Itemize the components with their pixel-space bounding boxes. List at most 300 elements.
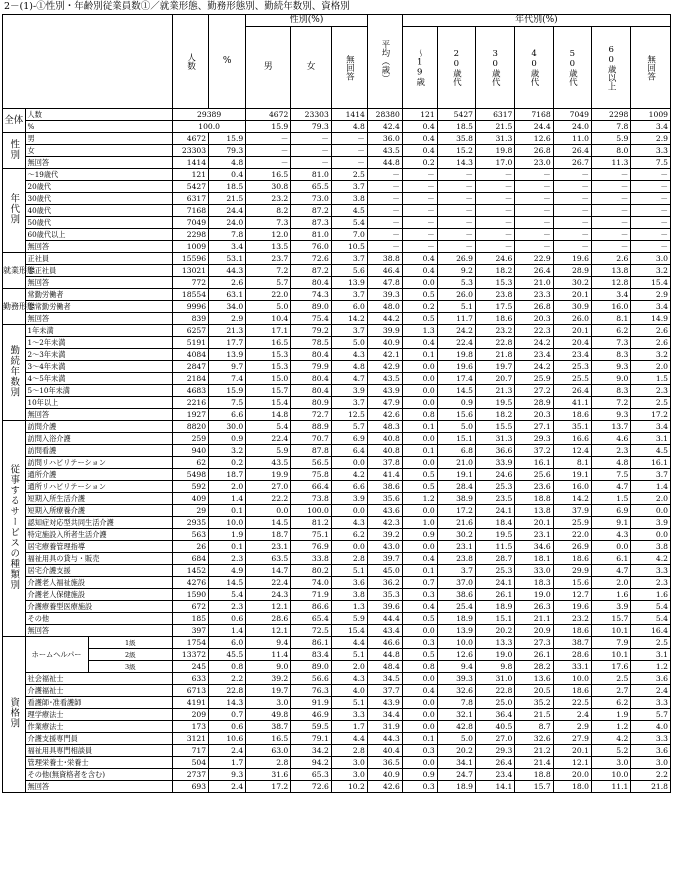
value-cell: 15.1	[437, 433, 475, 445]
value-cell: 76.0	[291, 241, 332, 253]
value-cell: 0.0	[402, 433, 437, 445]
value-cell: 17.2	[437, 505, 475, 517]
value-cell: 76.3	[291, 685, 332, 697]
value-cell: 16.5	[246, 169, 291, 181]
value-cell: 1.5	[591, 493, 630, 505]
value-cell: 3.9	[591, 601, 630, 613]
value-cell: 26.4	[553, 385, 591, 397]
value-cell: 3.1	[631, 649, 671, 661]
row-label: 看護師･准看護師	[25, 697, 173, 709]
value-cell: 45.0	[367, 565, 402, 577]
header-age-19: ～19歳	[402, 27, 437, 109]
value-cell: 18.6	[553, 553, 591, 565]
value-cell: 0.6	[209, 721, 246, 733]
value-cell: －	[631, 169, 671, 181]
value-cell: 18.6	[475, 313, 514, 325]
value-cell: 17.2	[631, 409, 671, 421]
value-cell: 5.9	[246, 445, 291, 457]
value-cell: 3.2	[631, 265, 671, 277]
value-cell: 18.5	[437, 121, 475, 133]
value-cell: 40.8	[367, 445, 402, 457]
value-cell: －	[402, 241, 437, 253]
value-cell: 22.4	[246, 577, 291, 589]
value-cell: 81.2	[291, 517, 332, 529]
value-cell: 563	[173, 529, 209, 541]
value-cell: 5.1	[437, 301, 475, 313]
value-cell: 87.8	[291, 445, 332, 457]
value-cell: 2.4	[631, 685, 671, 697]
row-label: 非正社員	[25, 265, 173, 277]
value-cell: 2.8	[246, 757, 291, 769]
value-cell: 5.4	[209, 589, 246, 601]
value-cell: 24.0	[553, 121, 591, 133]
value-cell: 53.1	[209, 253, 246, 265]
table-row	[3, 757, 671, 769]
value-cell: 209	[173, 709, 209, 721]
row-label: 非常勤労働者	[25, 301, 173, 313]
value-cell: 13.8	[591, 265, 630, 277]
value-cell: 5.6	[331, 265, 367, 277]
value-cell: 25.3	[475, 481, 514, 493]
value-cell: 34.5	[367, 673, 402, 685]
value-cell: 22.8	[475, 685, 514, 697]
value-cell: 22.3	[515, 325, 553, 337]
value-cell: 6257	[173, 325, 209, 337]
value-cell: 11.5	[475, 541, 514, 553]
value-cell: 1452	[173, 565, 209, 577]
value-cell: 8.0	[591, 145, 630, 157]
value-cell: 20.1	[553, 289, 591, 301]
header-age-60plus: 60歳以上	[591, 27, 630, 109]
value-cell: 23.8	[475, 289, 514, 301]
value-cell: 21.1	[515, 613, 553, 625]
value-cell: 4.9	[209, 565, 246, 577]
value-cell: －	[515, 205, 553, 217]
value-cell: －	[367, 241, 402, 253]
value-cell: 5191	[173, 337, 209, 349]
value-cell: －	[402, 169, 437, 181]
table-row	[3, 241, 671, 253]
value-cell: 2.0	[631, 493, 671, 505]
value-cell: 56.5	[291, 457, 332, 469]
value-cell: 15.3	[475, 277, 514, 289]
value-cell: 3.8	[331, 193, 367, 205]
value-cell: 21.8	[631, 781, 671, 793]
value-cell: 6.2	[331, 529, 367, 541]
value-cell: 2.0	[209, 481, 246, 493]
value-cell: 39.3	[437, 673, 475, 685]
value-cell: 0.5	[402, 313, 437, 325]
value-cell: 32.6	[437, 685, 475, 697]
value-cell: 70.7	[291, 433, 332, 445]
row-label: 短期入所療養介護	[25, 505, 173, 517]
value-cell: 21.3	[209, 325, 246, 337]
value-cell: 20.7	[475, 373, 514, 385]
value-cell: 21.5	[475, 121, 514, 133]
value-cell: 15.5	[475, 421, 514, 433]
value-cell: 0.8	[209, 661, 246, 673]
value-cell: 27.1	[515, 421, 553, 433]
value-cell: 4.5	[631, 445, 671, 457]
value-cell: 24.4	[515, 121, 553, 133]
value-cell: 4.3	[331, 349, 367, 361]
value-cell: 15.9	[209, 385, 246, 397]
value-cell: 9.3	[591, 361, 630, 373]
value-cell: 15.9	[246, 121, 291, 133]
value-cell: 3.3	[631, 733, 671, 745]
value-cell: －	[367, 169, 402, 181]
value-cell: 37.2	[515, 445, 553, 457]
table-row	[3, 649, 671, 661]
value-cell: 0.2	[402, 157, 437, 169]
value-cell: 15.7	[591, 613, 630, 625]
value-cell: 15596	[173, 253, 209, 265]
row-label: 福祉用具の貸与・販売	[25, 553, 173, 565]
value-cell: 940	[173, 445, 209, 457]
value-cell: 28.6	[246, 613, 291, 625]
value-cell: 17.7	[209, 337, 246, 349]
value-cell: 4.4	[331, 637, 367, 649]
table-body	[3, 109, 671, 793]
value-cell: 42.6	[367, 781, 402, 793]
value-cell: 18.5	[209, 181, 246, 193]
value-cell: 19.1	[437, 469, 475, 481]
value-cell: 3.6	[631, 673, 671, 685]
value-cell: 121	[173, 169, 209, 181]
value-cell: －	[475, 169, 514, 181]
value-cell: 24.2	[515, 337, 553, 349]
value-cell: 94.2	[291, 757, 332, 769]
value-cell: 29.9	[553, 565, 591, 577]
row-label: 40歳代	[25, 205, 173, 217]
value-cell: 0.7	[402, 577, 437, 589]
value-cell: 42.8	[437, 721, 475, 733]
value-cell: 2.8	[331, 745, 367, 757]
value-cell: 2.0	[331, 661, 367, 673]
value-cell: 2.4	[209, 745, 246, 757]
value-cell: 1.9	[209, 529, 246, 541]
group-label: 年代別	[8, 193, 20, 225]
value-cell: 5.1	[331, 565, 367, 577]
value-cell: 29.3	[475, 745, 514, 757]
value-cell: 44.4	[367, 613, 402, 625]
value-cell: 17.4	[437, 373, 475, 385]
value-cell: 43.5	[246, 457, 291, 469]
value-cell: 9.3	[591, 409, 630, 421]
value-cell: 0.0	[331, 505, 367, 517]
value-cell: 0.0	[402, 541, 437, 553]
value-cell: 0.4	[402, 337, 437, 349]
value-cell: 11.0	[553, 133, 591, 145]
value-cell: 0.7	[209, 709, 246, 721]
value-cell: 24.6	[475, 469, 514, 481]
value-cell: －	[367, 217, 402, 229]
value-cell: 5.0	[331, 337, 367, 349]
value-cell: 18.7	[246, 529, 291, 541]
value-cell: 5.4	[246, 421, 291, 433]
group-label-cell	[3, 421, 26, 637]
value-cell: 30.8	[246, 181, 291, 193]
value-cell: 79.3	[291, 121, 332, 133]
row-label: その他(無資格者を含む)	[25, 769, 173, 781]
value-cell: －	[515, 169, 553, 181]
value-cell: 3.7	[437, 565, 475, 577]
value-cell: 3.3	[631, 145, 671, 157]
row-label: 2～3年未満	[25, 349, 173, 361]
value-cell: 23303	[291, 109, 332, 121]
value-cell: 74.0	[291, 577, 332, 589]
helper-label: ホームヘルパー	[25, 637, 88, 673]
table-row	[3, 469, 671, 481]
value-cell: 11.7	[437, 313, 475, 325]
value-cell: 44.8	[367, 649, 402, 661]
value-cell: 0.9	[437, 397, 475, 409]
table-row	[3, 169, 671, 181]
value-cell: 5.3	[437, 277, 475, 289]
value-cell: 15.3	[246, 349, 291, 361]
value-cell: 3.8	[631, 541, 671, 553]
value-cell: 100.0	[173, 121, 246, 133]
value-cell: 26.0	[437, 289, 475, 301]
value-cell: 31.0	[475, 673, 514, 685]
value-cell: 20.3	[515, 313, 553, 325]
value-cell: 17.1	[246, 325, 291, 337]
value-cell: 38.6	[367, 481, 402, 493]
table-row	[3, 373, 671, 385]
value-cell: 19.5	[475, 529, 514, 541]
value-cell: 19.5	[475, 397, 514, 409]
value-cell: 5498	[173, 469, 209, 481]
value-cell: 23.7	[246, 253, 291, 265]
value-cell: 3.9	[631, 517, 671, 529]
value-cell: 15.4	[246, 397, 291, 409]
value-cell: 23.1	[437, 541, 475, 553]
value-cell: 5.1	[331, 649, 367, 661]
value-cell: 4.8	[209, 157, 246, 169]
value-cell: 9.0	[246, 661, 291, 673]
value-cell: －	[515, 217, 553, 229]
value-cell: 12.0	[246, 229, 291, 241]
table-row	[3, 289, 671, 301]
value-cell: 633	[173, 673, 209, 685]
table-row	[3, 565, 671, 577]
header-female: 女	[291, 27, 332, 109]
value-cell: 19.6	[437, 361, 475, 373]
value-cell: 0.0	[331, 457, 367, 469]
value-cell: －	[591, 193, 630, 205]
value-cell: 31.3	[475, 433, 514, 445]
value-cell: 7168	[515, 109, 553, 121]
value-cell: 59.5	[291, 721, 332, 733]
value-cell: 80.2	[291, 565, 332, 577]
header-sex-group: 性別(%)	[246, 15, 368, 27]
table-row	[3, 265, 671, 277]
value-cell: 4.7	[591, 565, 630, 577]
value-cell: 1.3	[402, 325, 437, 337]
value-cell: 73.0	[291, 193, 332, 205]
value-cell: 35.3	[367, 589, 402, 601]
value-cell: 26.9	[437, 253, 475, 265]
value-cell: －	[291, 157, 332, 169]
value-cell: 2.3	[631, 385, 671, 397]
value-cell: 684	[173, 553, 209, 565]
row-label: 通所介護	[25, 469, 173, 481]
value-cell: 73.8	[291, 493, 332, 505]
value-cell: 81.0	[291, 169, 332, 181]
table-row	[3, 205, 671, 217]
value-cell: 19.8	[475, 145, 514, 157]
value-cell: 3.2	[631, 349, 671, 361]
value-cell: 8820	[173, 421, 209, 433]
value-cell: 27.2	[515, 385, 553, 397]
value-cell: 3121	[173, 733, 209, 745]
value-cell: 0.0	[402, 361, 437, 373]
value-cell: 78.5	[291, 337, 332, 349]
row-label: 10年以上	[25, 397, 173, 409]
value-cell: 4.2	[631, 553, 671, 565]
value-cell: 5.7	[246, 277, 291, 289]
value-cell: －	[402, 217, 437, 229]
value-cell: －	[515, 181, 553, 193]
value-cell: 20.1	[515, 517, 553, 529]
value-cell: 36.0	[367, 133, 402, 145]
value-cell: 14.8	[246, 409, 291, 421]
table-row	[3, 541, 671, 553]
header-count: 人数	[173, 15, 209, 109]
value-cell: 13.8	[515, 505, 553, 517]
value-cell: 2.3	[631, 577, 671, 589]
value-cell: 25.6	[515, 469, 553, 481]
row-label: 訪問看護	[25, 445, 173, 457]
value-cell: 23.2	[553, 613, 591, 625]
value-cell: 37.9	[553, 505, 591, 517]
value-cell: 34.2	[291, 745, 332, 757]
value-cell: 7.3	[246, 217, 291, 229]
value-cell: －	[553, 169, 591, 181]
value-cell: 22.0	[553, 529, 591, 541]
value-cell: 10.1	[591, 625, 630, 637]
value-cell: －	[631, 229, 671, 241]
value-cell: 4.5	[331, 205, 367, 217]
value-cell: 10.4	[246, 313, 291, 325]
value-cell: 87.2	[291, 205, 332, 217]
value-cell: 16.4	[631, 625, 671, 637]
value-cell: 0.3	[402, 589, 437, 601]
value-cell: 20.1	[553, 325, 591, 337]
value-cell: 2.5	[591, 673, 630, 685]
value-cell: 14.5	[437, 385, 475, 397]
value-cell: 3.7	[331, 397, 367, 409]
table-row	[3, 601, 671, 613]
value-cell: 43.5	[367, 145, 402, 157]
value-cell: 0.9	[402, 529, 437, 541]
value-cell: 43.5	[367, 373, 402, 385]
value-cell: 18.2	[475, 265, 514, 277]
value-cell: 4672	[246, 109, 291, 121]
table-row	[3, 637, 671, 649]
value-cell: 7.2	[591, 397, 630, 409]
row-label: 理学療法士	[25, 709, 173, 721]
row-label: 介護老人保健施設	[25, 589, 173, 601]
table-row	[3, 193, 671, 205]
value-cell: 20.9	[515, 625, 553, 637]
value-cell: 1.7	[209, 757, 246, 769]
row-label: 女	[25, 145, 173, 157]
value-cell: 46.9	[291, 709, 332, 721]
group-label: 従事するサービスの種類別	[8, 464, 20, 590]
value-cell: 86.1	[291, 637, 332, 649]
value-cell: 0.4	[402, 553, 437, 565]
value-cell: －	[402, 193, 437, 205]
value-cell: 22.0	[246, 289, 291, 301]
value-cell: 7.3	[591, 337, 630, 349]
value-cell: 20.1	[553, 745, 591, 757]
row-label: %	[25, 121, 173, 133]
value-cell: 0.2	[402, 301, 437, 313]
value-cell: 26.0	[553, 313, 591, 325]
value-cell: 100.0	[291, 505, 332, 517]
row-label: 常勤労働者	[25, 289, 173, 301]
value-cell: 25.9	[553, 517, 591, 529]
value-cell: 5427	[173, 181, 209, 193]
group-label-cell	[3, 133, 26, 169]
value-cell: 2737	[173, 769, 209, 781]
value-cell: －	[553, 181, 591, 193]
row-label: 介護支援専門員	[25, 733, 173, 745]
value-cell: 0.5	[402, 613, 437, 625]
value-cell: 21.4	[515, 757, 553, 769]
value-cell: －	[246, 133, 291, 145]
value-cell: 23.2	[246, 193, 291, 205]
row-label: 介護福祉士	[25, 685, 173, 697]
value-cell: －	[553, 241, 591, 253]
value-cell: 0.1	[402, 349, 437, 361]
value-cell: 34.1	[437, 757, 475, 769]
value-cell: 31.9	[367, 721, 402, 733]
value-cell: 30.0	[209, 421, 246, 433]
value-cell: 44.8	[367, 157, 402, 169]
value-cell: 13372	[173, 649, 209, 661]
value-cell: 80.4	[291, 373, 332, 385]
value-cell: 21.5	[515, 709, 553, 721]
value-cell: 14.1	[475, 781, 514, 793]
value-cell: 7.5	[631, 157, 671, 169]
value-cell: 173	[173, 721, 209, 733]
value-cell: 19.7	[475, 361, 514, 373]
value-cell: －	[367, 229, 402, 241]
value-cell: 2.9	[553, 721, 591, 733]
value-cell: 48.0	[367, 301, 402, 313]
row-label: 特定施設入所者生活介護	[25, 529, 173, 541]
header-age-no-answer: 無回答	[631, 27, 671, 109]
value-cell: 2.3	[209, 553, 246, 565]
value-cell: 1590	[173, 589, 209, 601]
value-cell: 25.4	[437, 601, 475, 613]
value-cell: 39.2	[367, 529, 402, 541]
value-cell: 79.3	[209, 145, 246, 157]
value-cell: 3.3	[631, 565, 671, 577]
value-cell: 23303	[173, 145, 209, 157]
value-cell: 1.2	[631, 661, 671, 673]
value-cell: 121	[402, 109, 437, 121]
table-row	[3, 493, 671, 505]
value-cell: 4683	[173, 385, 209, 397]
value-cell: 14.2	[553, 493, 591, 505]
value-cell: 25.0	[475, 697, 514, 709]
value-cell: －	[402, 229, 437, 241]
value-cell: 65.4	[291, 613, 332, 625]
value-cell: 1.2	[591, 721, 630, 733]
